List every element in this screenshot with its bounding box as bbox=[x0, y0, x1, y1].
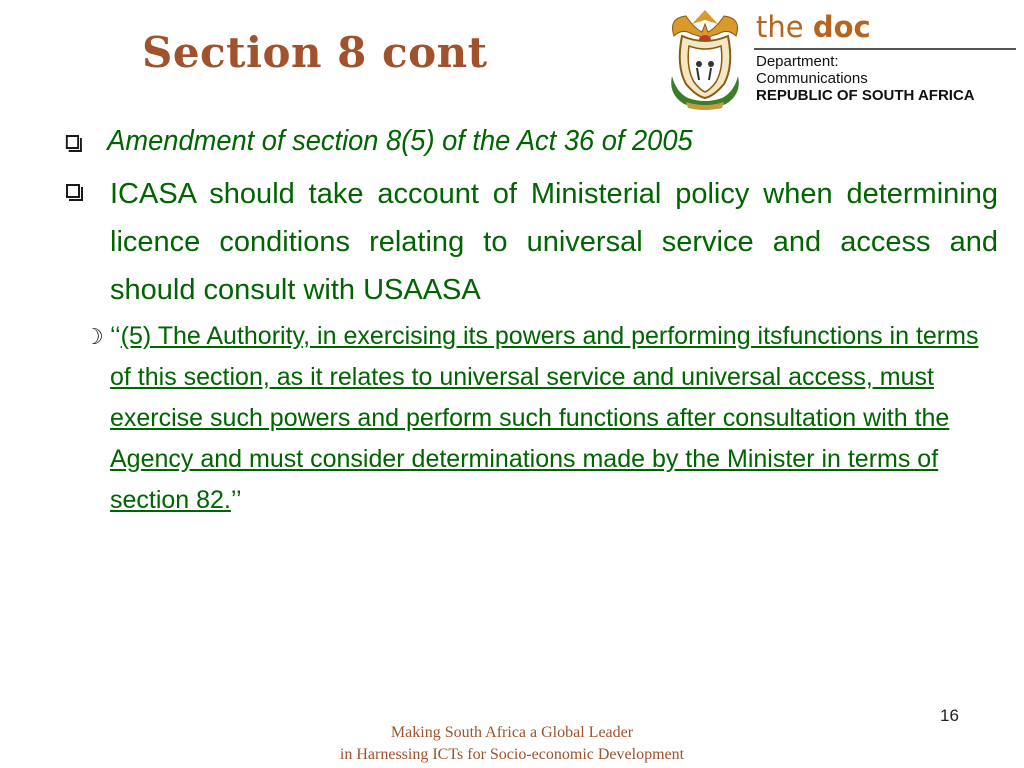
footer-line-2: in Harnessing ICTs for Socio-economic Development bbox=[339, 746, 685, 763]
bullet-item bbox=[64, 120, 942, 162]
checkbox-bullet-icon bbox=[66, 135, 79, 149]
footer-line-1: Making South Africa a Global Leader bbox=[390, 724, 634, 741]
department-logo bbox=[664, 6, 1016, 112]
dept-line-2: Communications bbox=[756, 70, 868, 87]
bullet-text: ICASA should take account of Ministerial policy when determining licence conditions relating to universal service and access and should consult with USAASA bbox=[110, 178, 998, 306]
logo-divider bbox=[754, 48, 1016, 50]
slide-body bbox=[64, 120, 998, 521]
coat-of-arms-icon bbox=[664, 6, 746, 112]
quoted-section-text: (5) The Authority, in exercising its powers and performing itsfunctions in terms of this section, as it relates to universal service and universal access, must exercise such powers and perform such functions after consultation with the Agency and must consider determinations made by the Minister in terms of section 82. bbox=[110, 322, 979, 514]
bullet-item bbox=[64, 170, 998, 314]
bullet-text: Amendment of section 8(5) of the Act 36 of 2005 bbox=[107, 125, 693, 157]
page-number: 16 bbox=[940, 706, 959, 725]
open-quote: ‘‘ bbox=[110, 322, 121, 350]
slide-footer bbox=[0, 722, 1024, 766]
checkbox-bullet-icon bbox=[66, 184, 80, 198]
slide-title: Section 8 cont bbox=[142, 28, 488, 77]
sub-bullet-item bbox=[64, 316, 998, 521]
dept-line-1: Department: bbox=[756, 53, 839, 70]
close-quote: ’’ bbox=[230, 486, 242, 514]
dept-line-3: REPUBLIC OF SOUTH AFRICA bbox=[756, 87, 975, 104]
brand-wordmark: the doc bbox=[756, 10, 871, 44]
moon-bullet-icon: ☽ bbox=[84, 324, 104, 349]
department-name bbox=[756, 53, 975, 104]
